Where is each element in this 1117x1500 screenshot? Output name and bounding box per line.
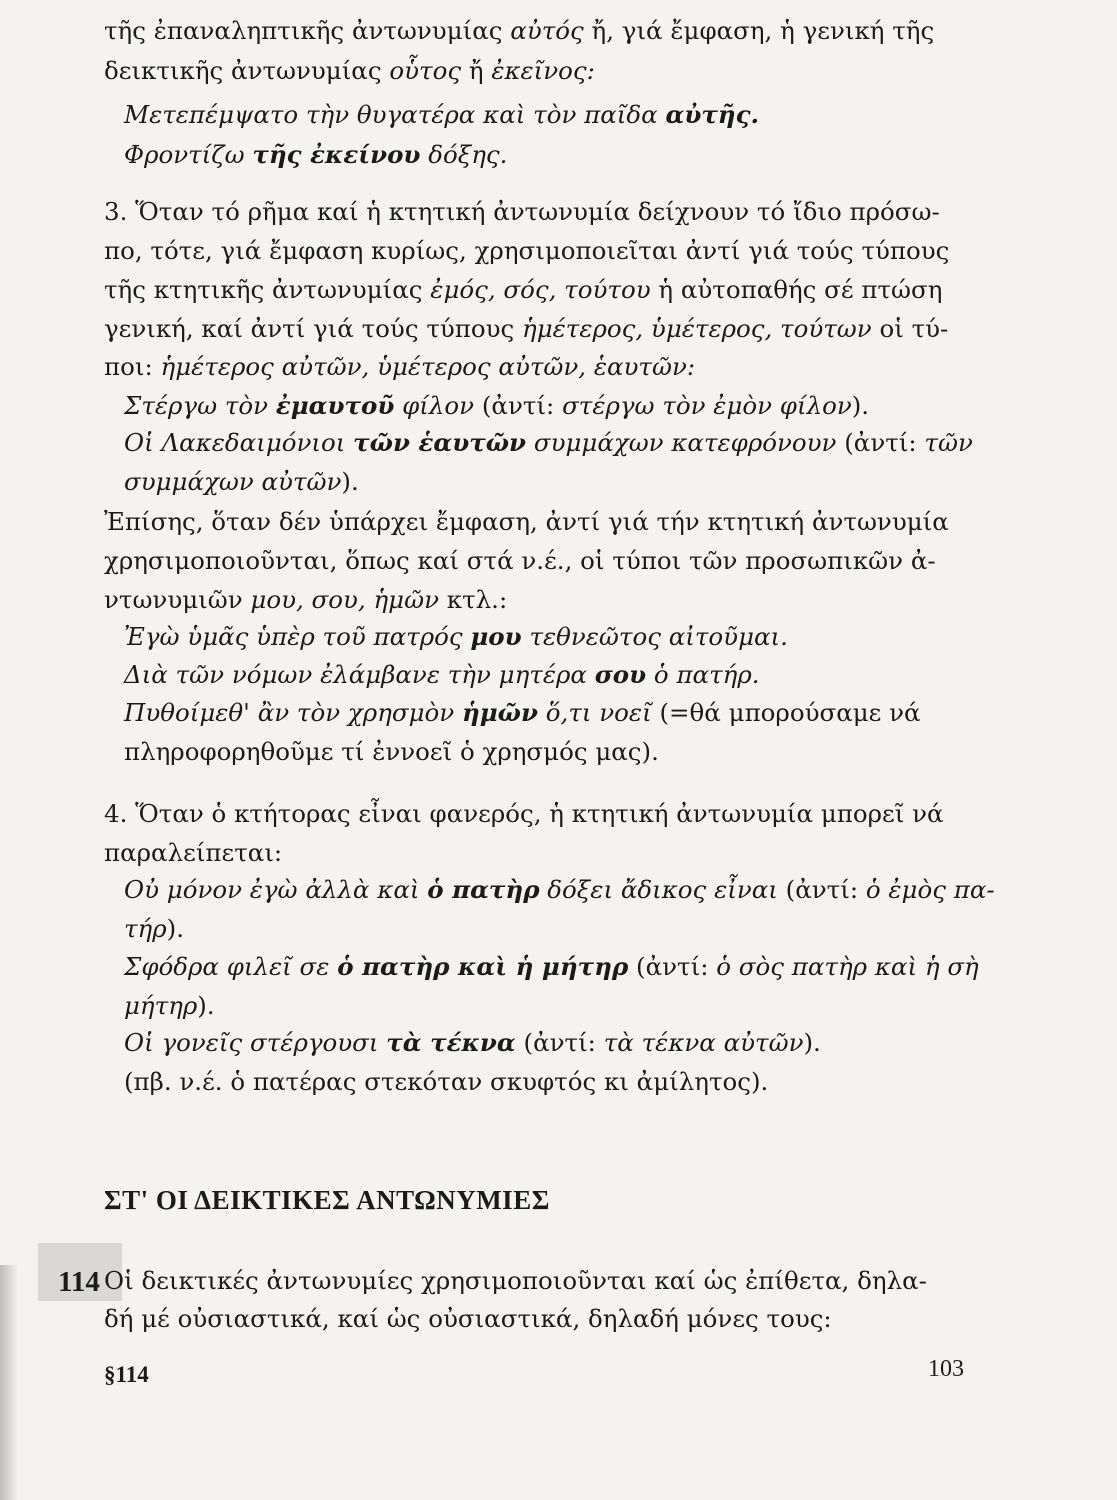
text-run: Στέργω τὸν <box>124 391 276 420</box>
text-run: σου <box>594 660 647 689</box>
text-run: κτλ.: <box>438 585 508 614</box>
example-line <box>124 391 869 421</box>
example-line <box>124 660 760 690</box>
text-run: Ἐπίσης, ὅταν δέν ὑπάρχει ἔμφαση, ἀντί γιά τήν κτητική ἀντωνυμία <box>104 507 949 536</box>
text-line <box>104 56 595 86</box>
text-run: ὁ σὸς πατὴρ καὶ ἡ σὴ <box>716 952 979 981</box>
text-run: τὰ τέκνα αὐτῶν <box>603 1028 804 1057</box>
page-gutter-shadow <box>0 1265 18 1500</box>
text-run: οἱ τύ- <box>871 314 949 343</box>
text-run: (ἀντί: <box>474 391 563 420</box>
text-run: ἐμαυτοῦ <box>275 391 395 420</box>
text-run: ὁ πατήρ. <box>646 660 760 689</box>
text-run: ). <box>341 467 359 496</box>
paragraph-number: 114 <box>58 1266 100 1298</box>
text-line <box>104 799 944 829</box>
text-run: δή μέ οὐσιαστικά, καί ὡς οὐσιαστικά, δηλαδή μόνες τους: <box>104 1304 832 1333</box>
text-run: Διὰ τῶν νόμων ἐλάμβανε τὴν μητέρα <box>124 660 595 689</box>
text-run: τῆς κτητικῆς ἀντωνυμίας <box>104 275 431 304</box>
example-line <box>124 952 979 982</box>
example-line <box>124 737 659 767</box>
text-run: Οἱ δεικτικές ἀντωνυμίες χρησιμοποιοῦνται καί ὡς ἐπίθετα, δηλα- <box>104 1266 927 1295</box>
text-run: πληροφορηθοῦμε τί ἐννοεῖ ὁ χρησμός μας). <box>124 737 659 766</box>
text-run: τῶν ἑαυτῶν <box>353 428 527 457</box>
example-line <box>124 875 995 905</box>
text-run: δεικτικῆς ἀντωνυμίας <box>104 56 390 85</box>
example-line <box>124 428 973 458</box>
text-run: ἐμός, σός, τούτου <box>430 275 651 304</box>
text-run: μου <box>470 622 522 651</box>
page-number: 103 <box>928 1356 964 1382</box>
text-run: Μετεπέμψατο τὴν θυγατέρα καὶ τὸν παῖδα <box>124 100 666 129</box>
text-run: στέργω τὸν ἐμὸν φίλον <box>562 391 852 420</box>
text-run: ἐκεῖνος: <box>491 56 595 85</box>
text-run: γενική, καί ἀντί γιά τούς τύπους <box>104 314 523 343</box>
text-run: τὰ τέκνα <box>386 1028 516 1057</box>
text-run: ἤ <box>461 56 492 85</box>
text-run: (ἀντί: <box>628 952 717 981</box>
text-run: ἡμέτερος, ὑμέτερος, τούτων <box>522 314 872 343</box>
text-run: τῶν <box>924 428 973 457</box>
text-run: Οἱ γονεῖς στέργουσι <box>124 1028 387 1057</box>
text-run: (ἀντί: <box>515 1028 604 1057</box>
text-run: Οὐ μόνον ἐγὼ ἀλλὰ καὶ <box>124 875 428 904</box>
text-run: Σφόδρα φιλεῖ σε <box>124 952 338 981</box>
text-run: αὐτῆς. <box>665 100 760 129</box>
text-run: δόξει ἄδικος εἶναι <box>539 875 778 904</box>
text-run: ἡ αὐτοπαθής σέ πτώση <box>650 275 943 304</box>
example-line <box>124 622 788 652</box>
section-heading: ΣΤ' ΟΙ ΔΕΙΚΤΙΚΕΣ ΑΝΤΩΝΥΜΙΕΣ <box>104 1185 550 1215</box>
text-run: 3. Ὅταν τό ρῆμα καί ἡ κτητική ἀντωνυμία δείχνουν τό ἴδιο πρόσω- <box>104 197 940 226</box>
text-run: ὁ ἐμὸς πα- <box>865 875 995 904</box>
text-run: ). <box>803 1028 821 1057</box>
text-run: συμμάχων αὐτῶν <box>124 467 342 496</box>
example-line <box>124 698 921 728</box>
example-line <box>124 914 184 944</box>
text-run: ἡμέτερος αὐτῶν, ὑμέτερος αὐτῶν, ἑαυτῶν: <box>160 352 696 381</box>
text-line <box>104 16 934 46</box>
text-run: τεθνεῶτος αἰτοῦμαι. <box>521 622 788 651</box>
text-line <box>104 275 942 305</box>
text-run: ἡμῶν <box>461 698 539 727</box>
footer-section-ref: §114 <box>104 1362 149 1387</box>
text-run: παραλείπεται: <box>104 838 283 867</box>
text-run: ). <box>166 914 184 943</box>
text-run: ). <box>197 991 215 1020</box>
text-run: (πβ. ν.έ. ὁ πατέρας στεκόταν σκυφτός κι ἀμίλητος). <box>124 1067 769 1096</box>
text-line <box>104 585 507 615</box>
text-run: (=θά μπορούσαμε νά <box>651 698 921 727</box>
example-line <box>124 1028 821 1058</box>
text-line <box>104 1266 927 1296</box>
text-run: ντωνυμιῶν <box>104 585 251 614</box>
text-line <box>104 314 948 344</box>
text-run: Οἱ Λακεδαιμόνιοι <box>124 428 354 457</box>
example-line <box>124 140 507 170</box>
text-run: τῆς ἐπαναληπτικῆς ἀντωνυμίας <box>104 16 511 45</box>
text-run: 4. Ὅταν ὁ κτήτορας εἶναι φανερός, ἡ κτητική ἀντωνυμία μπορεῖ νά <box>104 799 944 828</box>
text-run: ὅ,τι νοεῖ <box>538 698 652 727</box>
example-line <box>124 467 359 497</box>
text-run: συμμάχων κατεφρόνουν <box>526 428 837 457</box>
text-run: τῆς ἐκείνου <box>252 140 421 169</box>
text-run: Ἐγὼ ὑμᾶς ὑπὲρ τοῦ πατρός <box>124 622 471 651</box>
text-line <box>104 352 695 382</box>
text-run: μήτηρ <box>124 991 198 1020</box>
example-line <box>124 1067 768 1097</box>
text-run: πο, τότε, γιά ἔμφαση κυρίως, χρησιμοποιεῖται ἀντί γιά τούς τύπους <box>104 236 950 265</box>
text-run: δόξης. <box>420 140 508 169</box>
text-run: φίλον <box>394 391 475 420</box>
text-line <box>104 236 949 266</box>
text-run: τήρ <box>124 914 167 943</box>
text-run: ὁ πατὴρ <box>427 875 540 904</box>
text-run: Φροντίζω <box>124 140 253 169</box>
text-run: (ἀντί: <box>836 428 925 457</box>
text-run: ποι: <box>104 352 161 381</box>
text-run: ὁ πατὴρ καὶ ἡ μήτηρ <box>337 952 629 981</box>
text-line <box>104 546 936 576</box>
text-run: οὗτος <box>389 56 462 85</box>
text-run: μου, σου, ἡμῶν <box>250 585 439 614</box>
example-line <box>124 100 759 130</box>
text-run: ἤ, γιά ἔμφαση, ἡ γενική τῆς <box>583 16 935 45</box>
example-line <box>124 991 215 1021</box>
text-run: ). <box>851 391 870 420</box>
text-run: χρησιμοποιοῦνται, ὅπως καί στά ν.έ., οἱ τύποι τῶν προσωπικῶν ἀ- <box>104 546 936 575</box>
text-run: αὐτός <box>510 16 584 45</box>
text-run: Πυθοίμεθ' ἂν τὸν χρησμὸν <box>124 698 462 727</box>
text-line <box>104 1304 832 1334</box>
text-line <box>104 507 949 537</box>
text-line <box>104 197 940 227</box>
text-run: (ἀντί: <box>777 875 866 904</box>
text-line <box>104 838 282 868</box>
